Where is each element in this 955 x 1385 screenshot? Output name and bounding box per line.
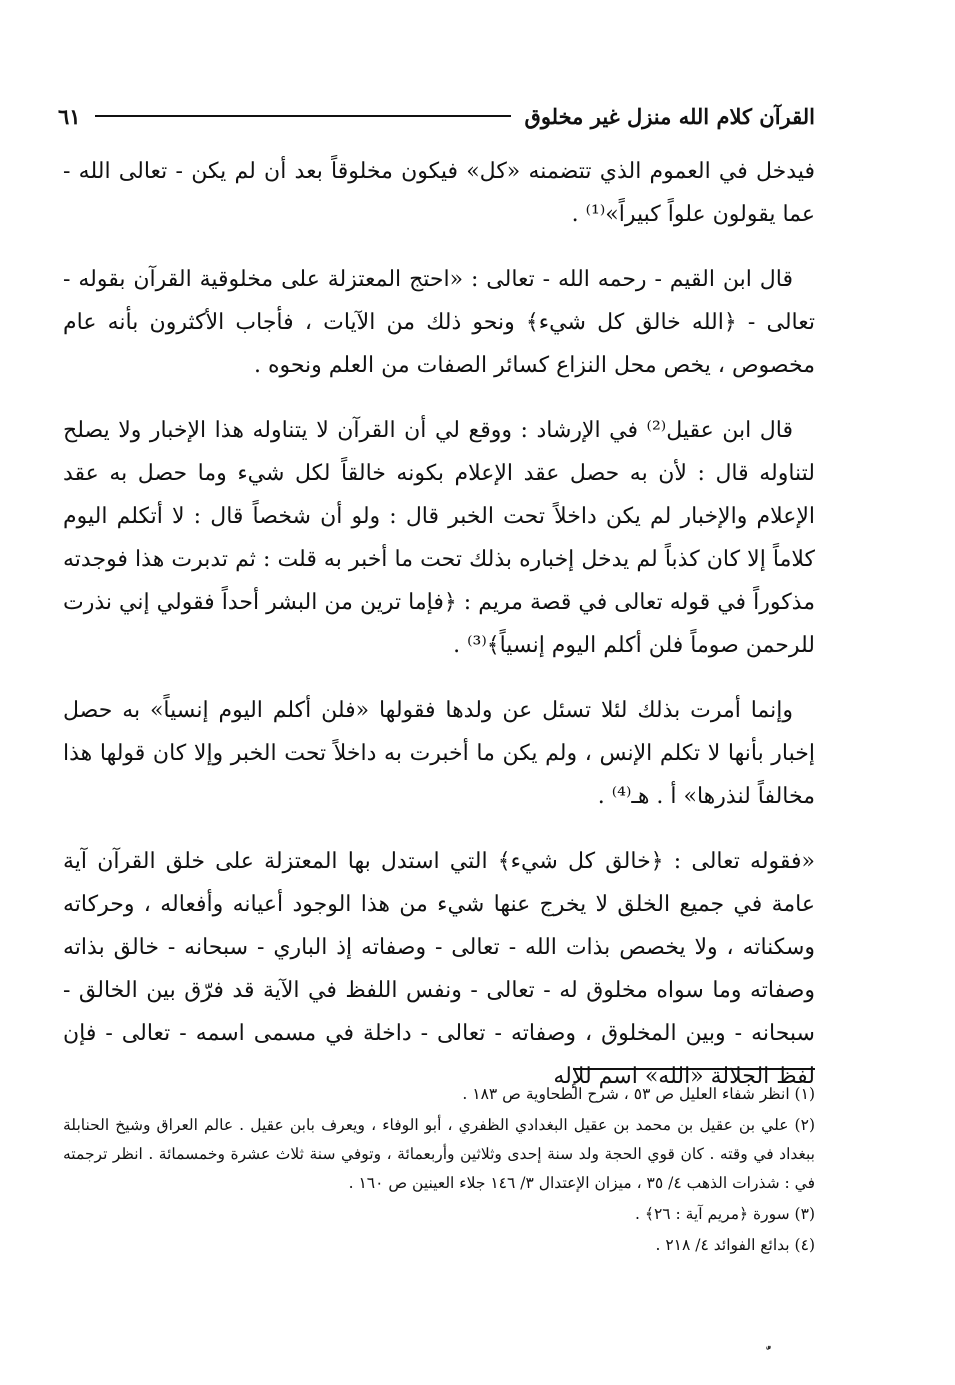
footnotes xyxy=(63,1080,815,1262)
header-rule xyxy=(95,115,511,117)
main-text xyxy=(63,150,815,1098)
running-header xyxy=(58,98,815,134)
paragraph: فيدخل في العموم الذي تتضمنه «كل» فيكون مخلوقاً بعد أن لم يكن - تعالى الله - عما يقولون علواً كبيراً»⁽¹⁾ . xyxy=(63,159,815,227)
footnote: (٣) سورة ﴿مريم آية : ٢٦﴾ . xyxy=(635,1205,815,1223)
footnote: (١) انظر شفاء العليل ص ٥٣ ، شرح الطحاوية ص ١٨٣ . xyxy=(462,1085,815,1103)
footnote: (٢) علي بن عقيل بن محمد بن عقيل البغدادي الظفري ، أبو الوفاء ، ويعرف بابن عقيل . عالم العراق وشيخ الحنابلة ببغداد في وقته . كان قوي الحجة ولد سنة إحدى وثلاثين وأربعمائة ، وتوفي سنة ثلاث عشرة وخمسمائة . انظر ترجمته في : شذرات الذهب ٤/ ٣٥ ، ميزان الإعتدال ٣/ ١٤٦ جلاء العينين ص ١٦٠ . xyxy=(63,1116,815,1192)
paragraph: قال ابن عقيل⁽²⁾ في الإرشاد : ووقع لي أن القرآن لا يتناوله هذا الإخبار ولا يصلح لتناوله قال : لأن به حصل عقد الإعلام بكونه خالقاً لكل شيء وما حصل به عقد الإعلام والإخبار لم يكن داخلاً تحت الخبر قال : ولو أن شخصاً قال : لا أتكلم اليوم كلاماً إلا كان كذباً لم يدخل إخباره بذلك تحت ما أخبر به قلت : ثم تدبرت هذا فوجدته مذكوراً في قوله تعالى في قصة مريم : ﴿فإما ترين من البشر أحداً فقولي إني نذرت للرحمن صوماً فلن أكلم اليوم إنسياً﴾⁽³⁾ . xyxy=(63,418,815,658)
paragraph: قال ابن القيم - رحمه الله - تعالى : «احتج المعتزلة على مخلوقية القرآن بقوله - تعالى - ﴿الله خالق كل شيء﴾ ونحو ذلك من الآيات ، فأجاب الأكثرون بأنه عام مخصوص ، يخص محل النزاع كسائر الصفات من العلم ونحوه . xyxy=(63,267,815,378)
footnote: (٤) بدائع الفوائد ٤/ ٢١٨ . xyxy=(655,1236,815,1254)
footnote-divider xyxy=(573,1068,815,1070)
paragraph: «فقوله تعالى : ﴿خالق كل شيء﴾ التي استدل بها المعتزلة على خلق القرآن آية عامة في جميع الخلق لا يخرج عنها شيء من هذا الوجود أعيانه وأفعاله ، وحركاته وسكناته ، ولا يخصص بذات الله - تعالى - وصفاته إذ الباري - سبحانه - خالق بذاته وصفاته وما سواه مخلوق له - تعالى - ونفس اللفظ في الآية قد فرّق بين الخالق - سبحانه - وبين المخلوق ، وصفاته - تعالى - داخلة في مسمى اسمه - تعالى - فإن لفظ الجلالة «الله» اسم للإله xyxy=(63,849,815,1089)
paragraph: وإنما أمرت بذلك لئلا تسئل عن ولدها فقولها «فلن أكلم اليوم إنسياً» به حصل إخبار بأنها لا تكلم الإنس ، ولم يكن ما أخبرت به داخلاً تحت الخبر وإلا كان قولها هذا مخالفاً لنذرها» أ . هـ⁽⁴⁾ . xyxy=(63,698,815,809)
page-number: ٦١ xyxy=(58,103,81,129)
header-title: القرآن كلام الله منزل غير مخلوق xyxy=(524,103,815,129)
